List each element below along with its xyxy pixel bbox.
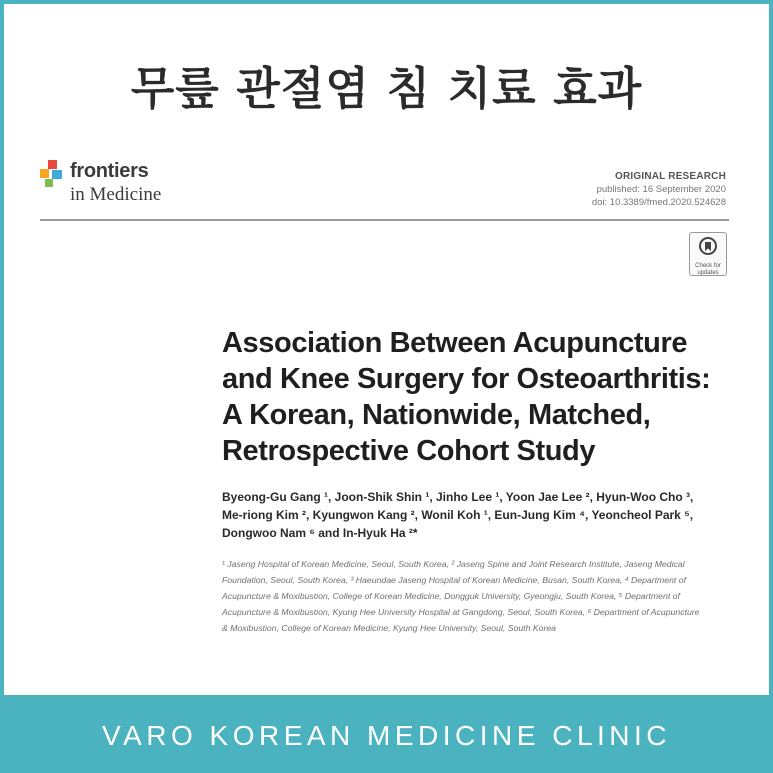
- frontiers-logo-icon: [40, 160, 66, 188]
- journal-subtitle: in Medicine: [70, 184, 162, 205]
- author-list: [222, 488, 742, 542]
- affiliation-line: Acupuncture & Moxibustion, Kyung Hee University Hospital at Gangdong, Seoul, South Korea, ⁶ Department of Acupuncture: [222, 607, 700, 617]
- clinic-name: VARO KOREAN MEDICINE CLINIC: [101, 720, 672, 751]
- header-divider: [40, 219, 729, 221]
- affiliation-line: Acupuncture & Moxibustion, College of Korean Medicine, Dongguk University, Gyeongju, South Korea, ⁵ Department of: [222, 591, 680, 601]
- affiliation-line: ¹ Jaseng Hospital of Korean Medicine, Seoul, South Korea, ² Jaseng Spine and Joint Research Institute, Jaseng Medical: [222, 559, 685, 569]
- title-line: Association Between Acupuncture: [222, 327, 688, 359]
- headline: 무릎 관절염 침 치료 효과: [130, 62, 643, 115]
- title-line: A Korean, Nationwide, Matched,: [222, 399, 651, 431]
- affiliation-line: & Moxibustion, College of Korean Medicine, Kyung Hee University, Seoul, South Korea: [222, 623, 557, 633]
- article-type: ORIGINAL RESEARCH: [614, 171, 726, 182]
- journal-name: frontiers: [70, 160, 149, 182]
- check-for-updates-badge[interactable]: [689, 232, 727, 276]
- author-line: Dongwoo Nam ⁶ and In-Hyuk Ha ²*: [222, 526, 418, 540]
- author-line: Byeong-Gu Gang ¹, Joon-Shik Shin ¹, Jinho Lee ¹, Yoon Jae Lee ², Hyun-Woo Cho ³,: [222, 490, 694, 504]
- footer-banner: [0, 695, 773, 773]
- article-meta: [592, 170, 726, 209]
- article-title: [222, 325, 742, 469]
- affiliation-line: Foundation, Seoul, South Korea, ³ Haeundae Jaseng Hospital of Korean Medicine, Busan, South Korea, ⁴ Department of: [222, 575, 687, 585]
- title-line: and Knee Surgery for Osteoarthritis:: [222, 363, 711, 395]
- check-updates-label: Check for updates: [695, 263, 721, 276]
- published-date: published: 16 September 2020: [596, 184, 726, 195]
- doi[interactable]: doi: 10.3389/fmed.2020.524628: [591, 197, 726, 208]
- affiliation-list: [222, 556, 742, 636]
- title-line: Retrospective Cohort Study: [222, 435, 596, 467]
- author-line: Me-riong Kim ², Kyungwon Kang ², Wonil Koh ¹, Eun-Jung Kim ⁴, Yeoncheol Park ⁵,: [222, 508, 694, 522]
- bookmark-icon: [699, 237, 717, 257]
